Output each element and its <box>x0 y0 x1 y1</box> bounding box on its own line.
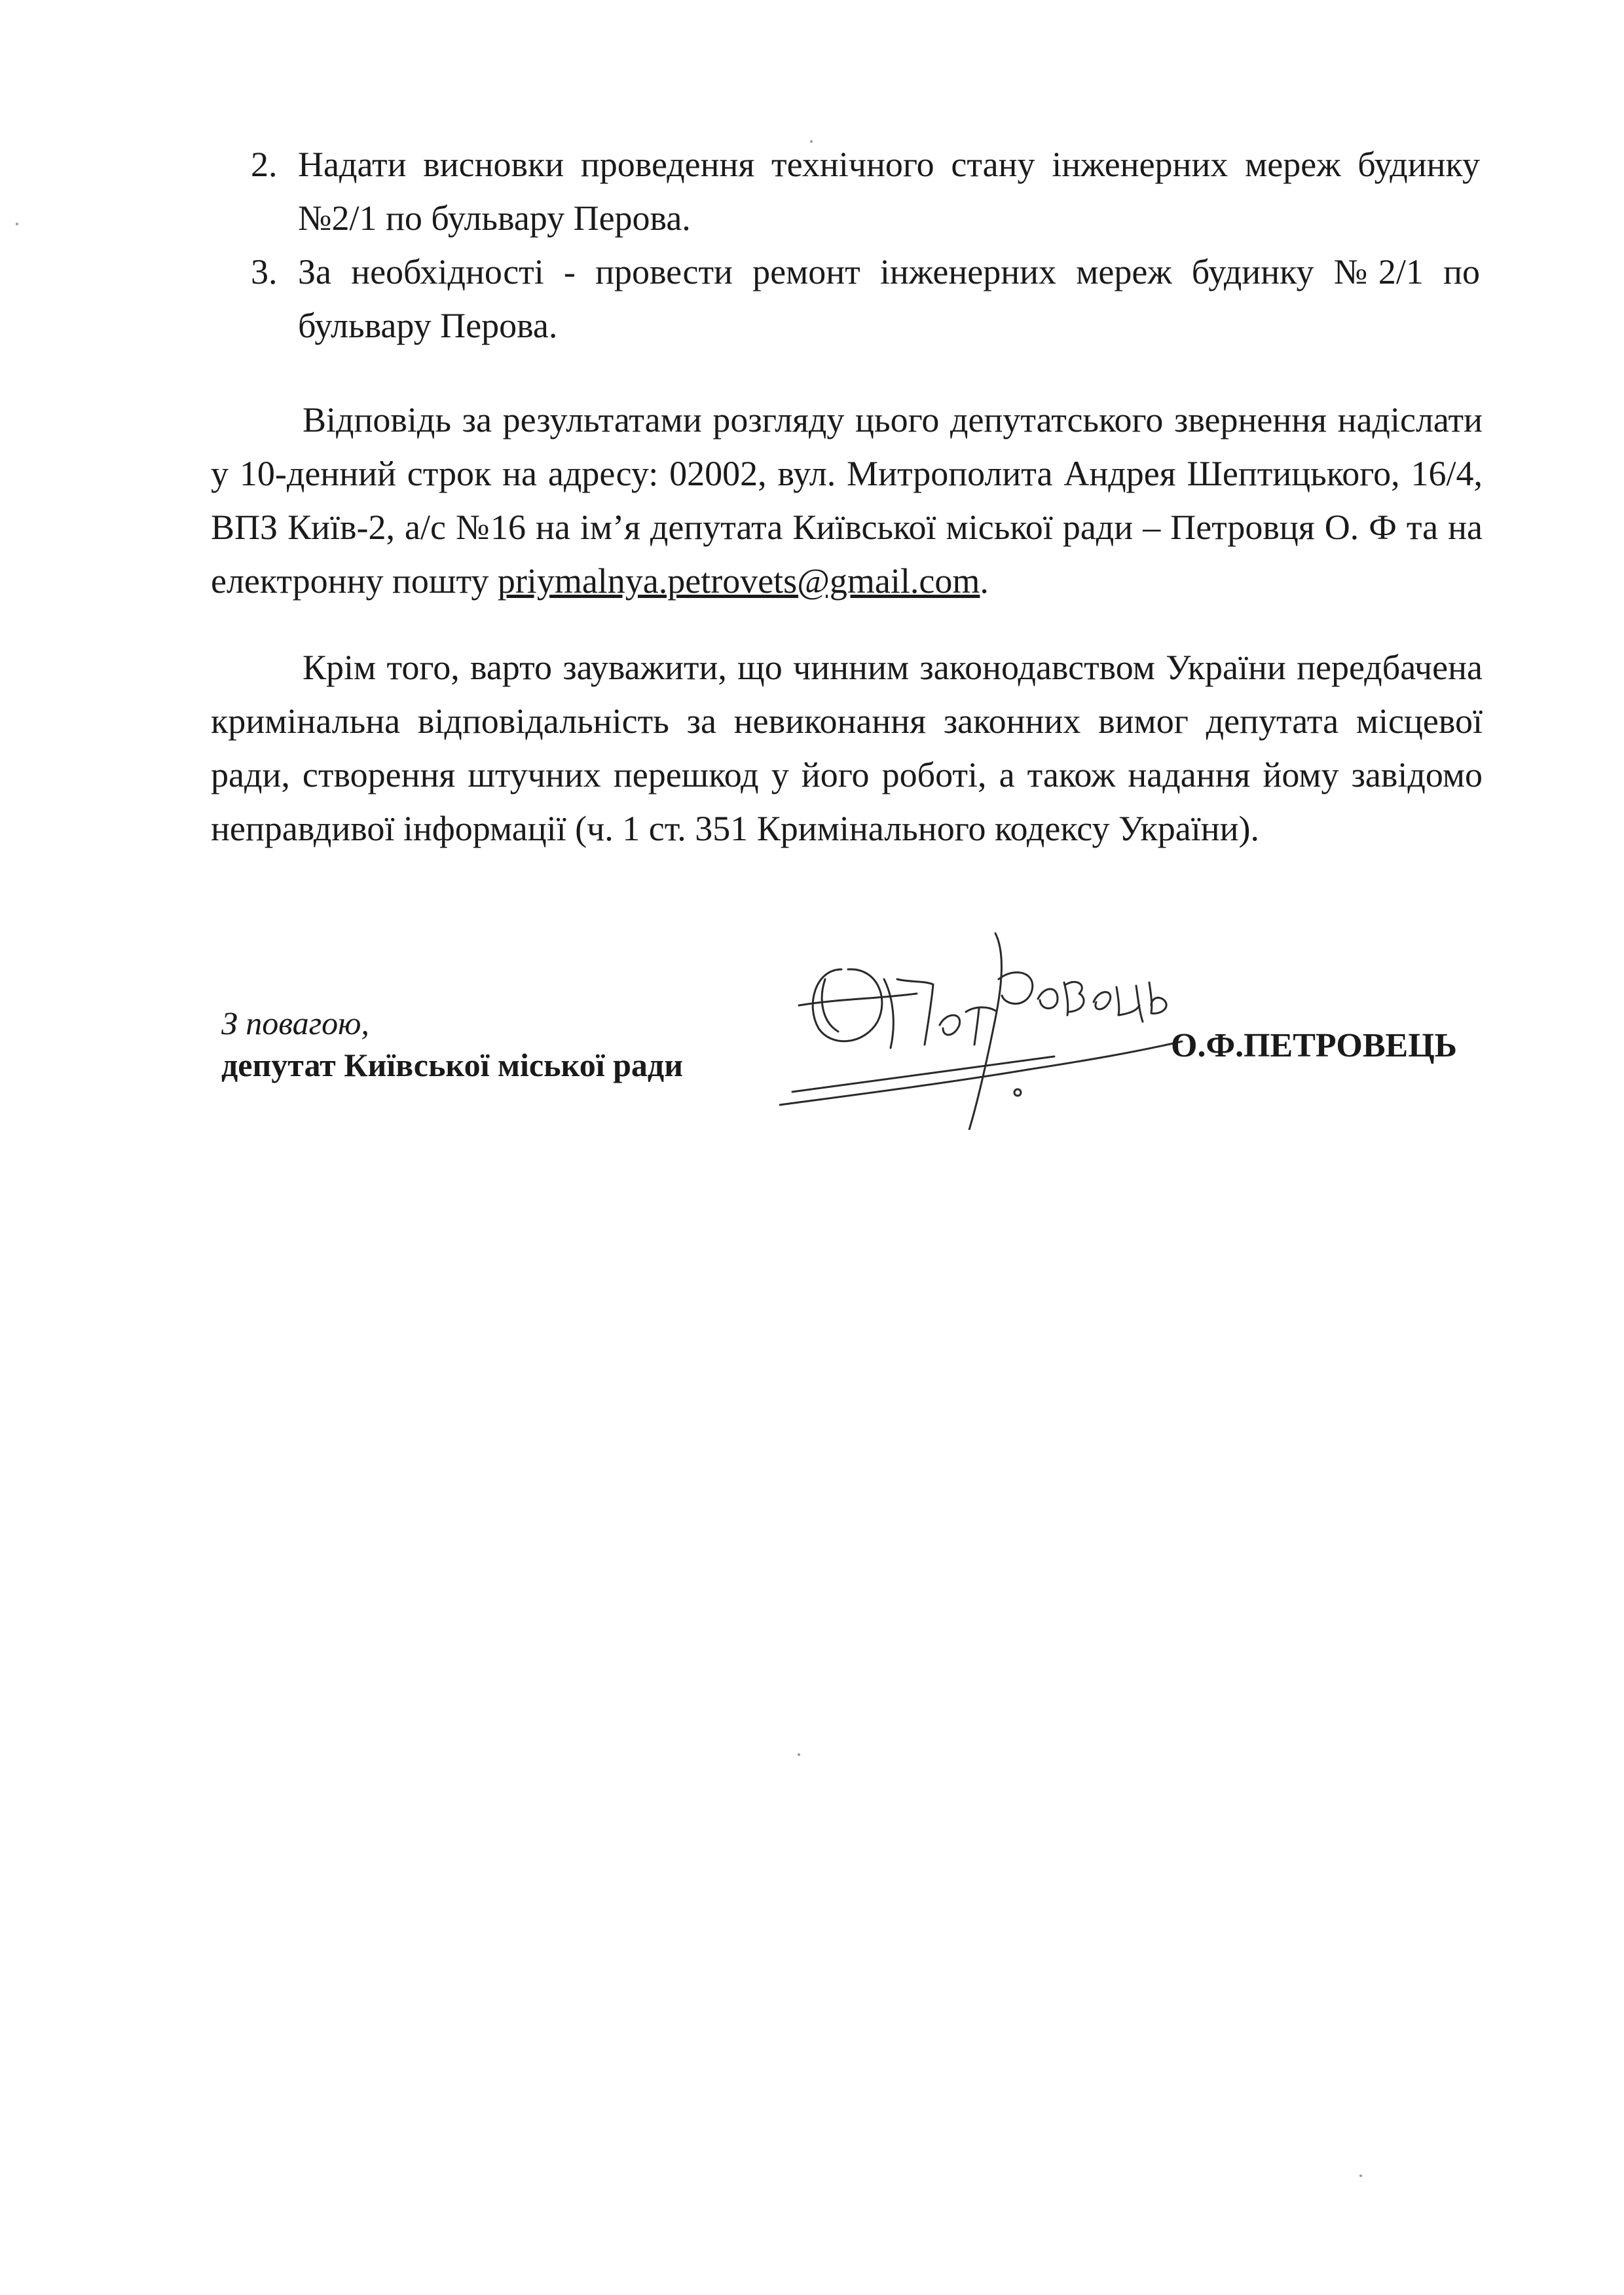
scan-speck <box>798 1753 800 1756</box>
handwritten-signature <box>779 907 1185 1130</box>
list-item-text: За необхідності - провести ремонт інженерних мереж будинку №2/1 по бульвару Перова. <box>298 252 1480 345</box>
numbered-list <box>242 138 1480 352</box>
closing-greeting: З повагою, <box>221 1005 369 1041</box>
list-item-text: Надати висновки проведення технічного стану інженерних мереж будинку №2/1 по бульвару Перова. <box>298 145 1480 238</box>
scan-speck <box>810 140 813 143</box>
scan-speck <box>1359 2174 1362 2177</box>
list-item <box>242 138 1480 245</box>
list-item-number: 2. <box>251 145 278 184</box>
response-paragraph <box>211 393 1483 608</box>
list-item-number: 3. <box>251 252 278 291</box>
scan-speck <box>16 223 18 225</box>
response-paragraph-text: Відповідь за результатами розгляду цього депутатського звернення надіслати у 10-денний строк на адресу: 02002, вул. Митрополита Андрея Шептицького, 16/4, ВПЗ Київ-2, а/с №16 на ім’я депутата Київської міської ради – Петровця О. Ф та на електронну пошту <box>211 400 1483 601</box>
list-item <box>242 245 1480 352</box>
signer-name: О.Ф.ПЕТРОВЕЦЬ <box>1171 1027 1458 1064</box>
closing-block <box>221 1002 683 1086</box>
response-paragraph-end: . <box>980 561 989 601</box>
email-link[interactable]: priymalnya.petrovets@gmail.com <box>497 561 980 601</box>
liability-paragraph: Крім того, варто зауважити, що чинним законодавством України передбачена кримінальна відповідальність за невиконання законних вимог депутата місцевої ради, створення штучних перешкод у його роботі, а також надання йому завідомо неправдивої інформації (ч. 1 ст. 351 Кримінального кодексу України). <box>211 648 1483 848</box>
signer-title: депутат Київської міської ради <box>221 1047 684 1083</box>
